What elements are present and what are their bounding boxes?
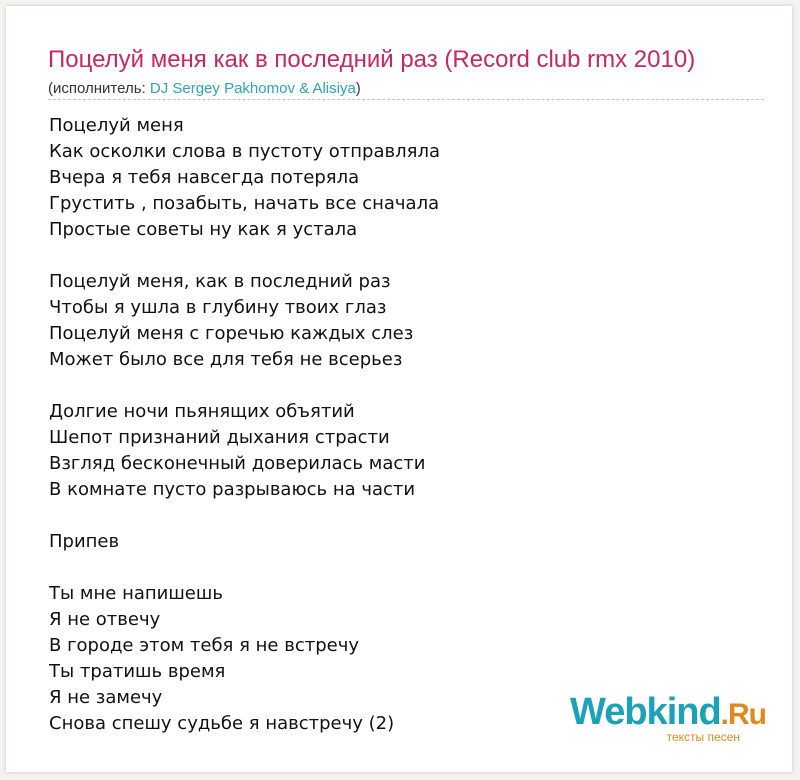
lyric-line: Взгляд бесконечный доверилась масти: [49, 453, 426, 474]
lyric-line: В городе этом тебя я не встречу: [49, 635, 359, 656]
lyric-line: Шепот признаний дыхания страсти: [49, 427, 390, 448]
lyric-line: Я не отвечу: [49, 609, 161, 630]
stanza-gap: [49, 555, 440, 581]
lyrics-text: [49, 113, 440, 737]
lyric-line: Как осколки слова в пустоту отправляла: [49, 141, 440, 162]
lyric-line: Поцелуй меня, как в последний раз: [49, 271, 391, 292]
divider: [48, 99, 764, 100]
lyric-line: В комнате пусто разрываюсь на части: [49, 479, 416, 500]
site-logo[interactable]: [570, 693, 766, 744]
lyric-line: Поцелуй меня с горечью каждых слез: [49, 323, 414, 344]
lyric-line: Долгие ночи пьянящих объятий: [49, 401, 355, 422]
stanza-gap: [49, 243, 440, 269]
artist-suffix: ): [355, 80, 361, 97]
lyric-line: Снова спешу судьбе я навстречу (2): [49, 713, 395, 734]
stanza-gap: [49, 503, 440, 529]
artist-link[interactable]: DJ Sergey Pakhomov & Alisiya: [149, 80, 356, 97]
lyric-line: Грустить , позабыть, начать все сначала: [49, 193, 440, 214]
lyric-line: Вчера я тебя навсегда потеряла: [49, 167, 360, 188]
lyric-line: Я не замечу: [49, 687, 163, 708]
lyric-line: Ты мне напишешь: [49, 583, 223, 604]
logo-word: Webkind: [570, 691, 721, 733]
stanza-gap: [49, 373, 440, 399]
artist-prefix: (исполнитель:: [48, 80, 150, 97]
logo-tld: .Ru: [720, 698, 766, 731]
lyric-line: Ты тратишь время: [49, 661, 226, 682]
song-title: Поцелуй меня как в последний раз (Record club rmx 2010): [48, 46, 696, 73]
lyric-line: Чтобы я ушла в глубину твоих глаз: [49, 297, 387, 318]
lyric-line: Припев: [49, 531, 120, 552]
lyric-line: Поцелуй меня: [49, 115, 184, 136]
artist-line: [48, 80, 361, 97]
page: [6, 6, 792, 772]
lyric-line: Может было все для тебя не всерьез: [49, 349, 403, 370]
lyric-line: Простые советы ну как я устала: [49, 219, 358, 240]
logo-tagline: тексты песен: [666, 730, 740, 744]
